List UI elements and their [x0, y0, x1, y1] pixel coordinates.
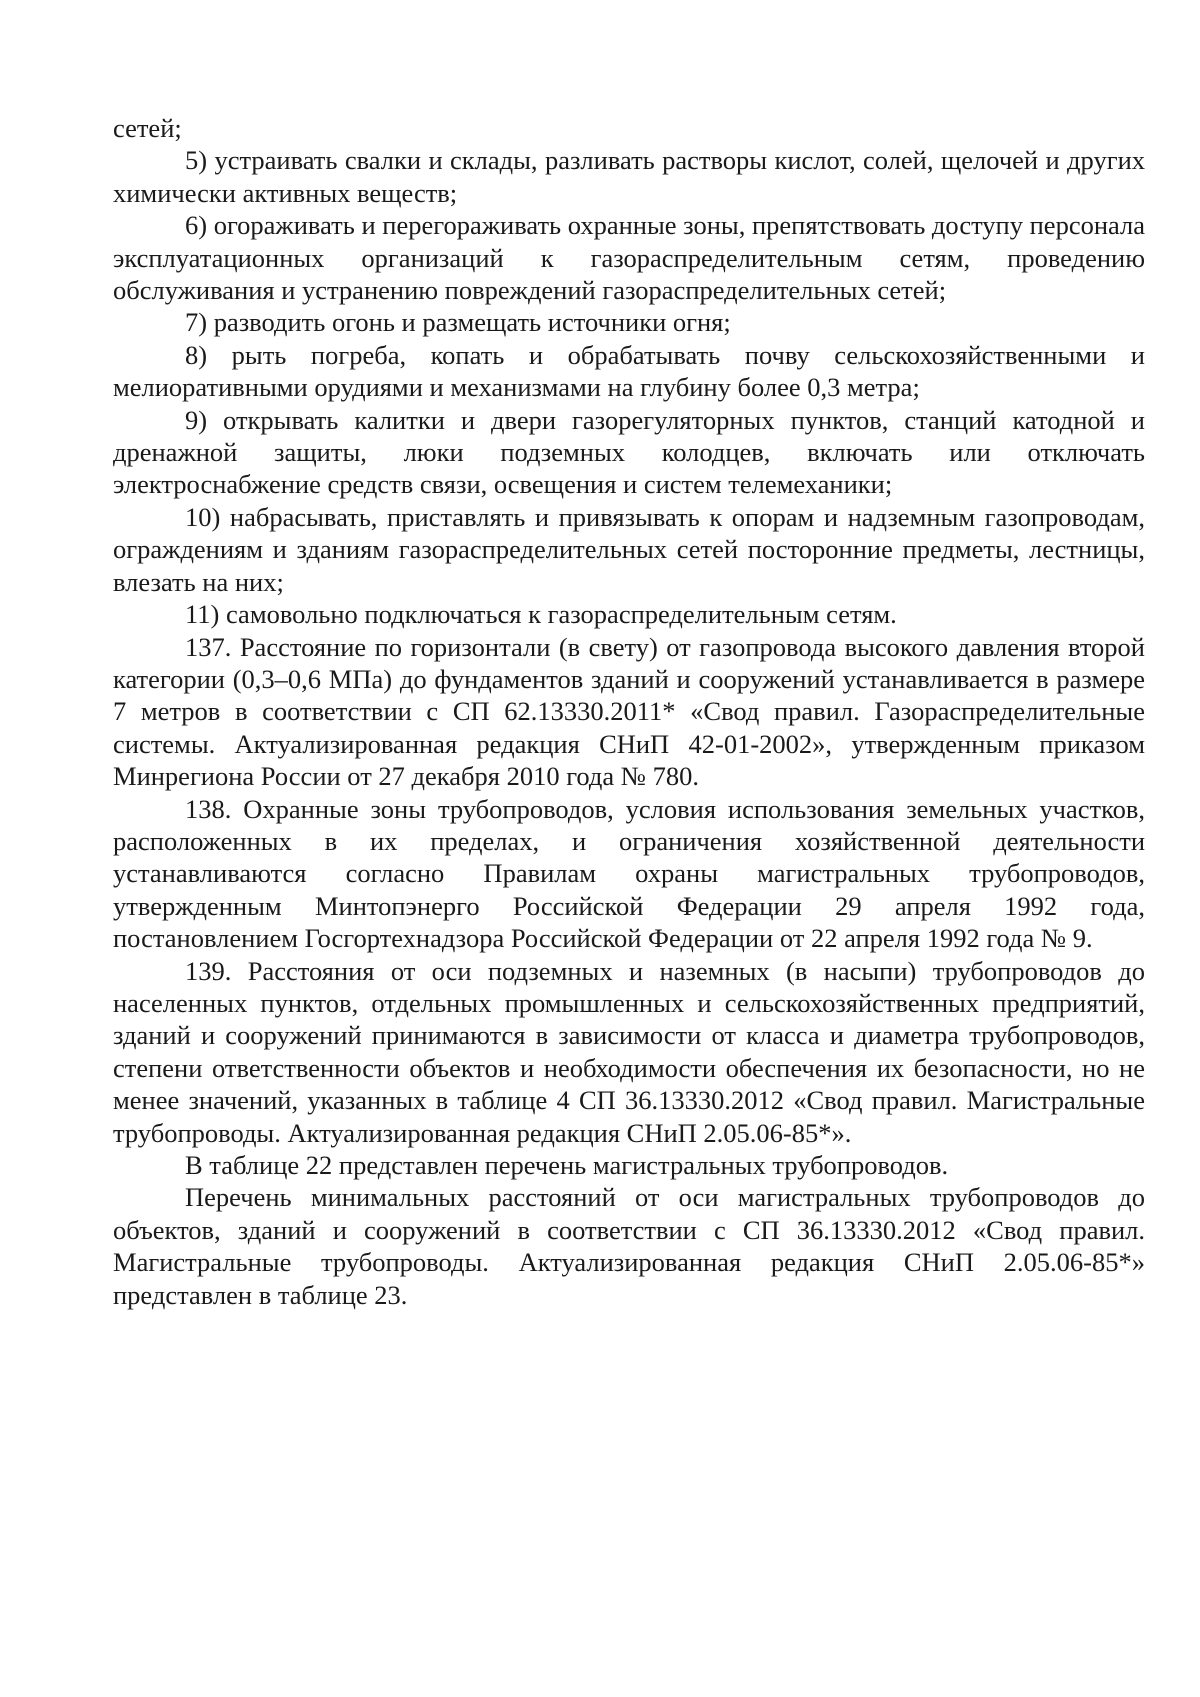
- paragraph-item-10: 10) набрасывать, приставлять и привязывать к опорам и надземным газопроводам, ограждениям и зданиям газораспределительных сетей посторонние предметы, лестницы, влезать на них;: [113, 501, 1145, 597]
- paragraph-item-9: 9) открывать калитки и двери газорегуляторных пунктов, станций катодной и дренажной защиты, люки подземных колодцев, включать или отключать электроснабжение средств связи, освещения и систем телемеханики;: [113, 404, 1145, 500]
- paragraph-clause-139: 139. Расстояния от оси подземных и наземных (в насыпи) трубопроводов до населенных пунктов, отдельных промышленных и сельскохозяйственных предприятий, зданий и сооружений принимаются в зависимости от класса и диаметра трубопроводов, степени ответственности объектов и необходимости обеспечения их безопасности, но не менее значений, указанных в таблице 4 СП 36.13330.2012 «Свод правил. Магистральные трубопроводы. Актуализированная редакция СНиП 2.05.06-85*».: [113, 955, 1145, 1148]
- paragraph-item-6: 6) огораживать и перегораживать охранные зоны, препятствовать доступу персонала эксплуатационных организаций к газораспределительным сетям, проведению обслуживания и устранению повреждений газораспределительных сетей;: [113, 210, 1145, 306]
- paragraph-clause-138: 138. Охранные зоны трубопроводов, условия использования земельных участков, расположенных в их пределах, и ограничения хозяйственной деятельности устанавливаются согласно Правилам охраны магистральных трубопроводов, утвержденным Минтопэнерго Российской Федерации 29 апреля 1992 года, постановлением Госгортехнадзора Российской Федерации от 22 апреля 1992 года № 9.: [113, 793, 1145, 954]
- paragraph-item-11: 11) самовольно подключаться к газораспределительным сетям.: [185, 599, 897, 630]
- paragraph-item-7: 7) разводить огонь и размещать источники огня;: [185, 307, 731, 338]
- paragraph-clause-137: 137. Расстояние по горизонтали (в свету) от газопровода высокого давления второй категории (0,3–0,6 МПа) до фундаментов зданий и сооружений устанавливается в размере 7 метров в соответствии с СП 62.13330.2011* «Свод правил. Газораспределительные системы. Актуализированная редакция СНиП 42-01-2002», утвержденным приказом Минрегиона России от 27 декабря 2010 года № 780.: [113, 631, 1145, 792]
- paragraph-table-23-reference: Перечень минимальных расстояний от оси магистральных трубопроводов до объектов, зданий и сооружений в соответствии с СП 36.13330.2012 «Свод правил. Магистральные трубопроводы. Актуализированная редакция СНиП 2.05.06-85*» представлен в таблице 23.: [113, 1182, 1145, 1310]
- paragraph-table-22-reference: В таблице 22 представлен перечень магистральных трубопроводов.: [185, 1150, 949, 1180]
- paragraph-item-5: 5) устраивать свалки и склады, разливать растворы кислот, солей, щелочей и других химически активных веществ;: [113, 145, 1145, 208]
- document-page: [113, 112, 1145, 1311]
- paragraph-item-8: 8) рыть погреба, копать и обрабатывать почву сельскохозяйственными и мелиоративными орудиями и механизмами на глубину более 0,3 метра;: [113, 339, 1145, 403]
- paragraph-continuation: сетей;: [113, 113, 182, 143]
